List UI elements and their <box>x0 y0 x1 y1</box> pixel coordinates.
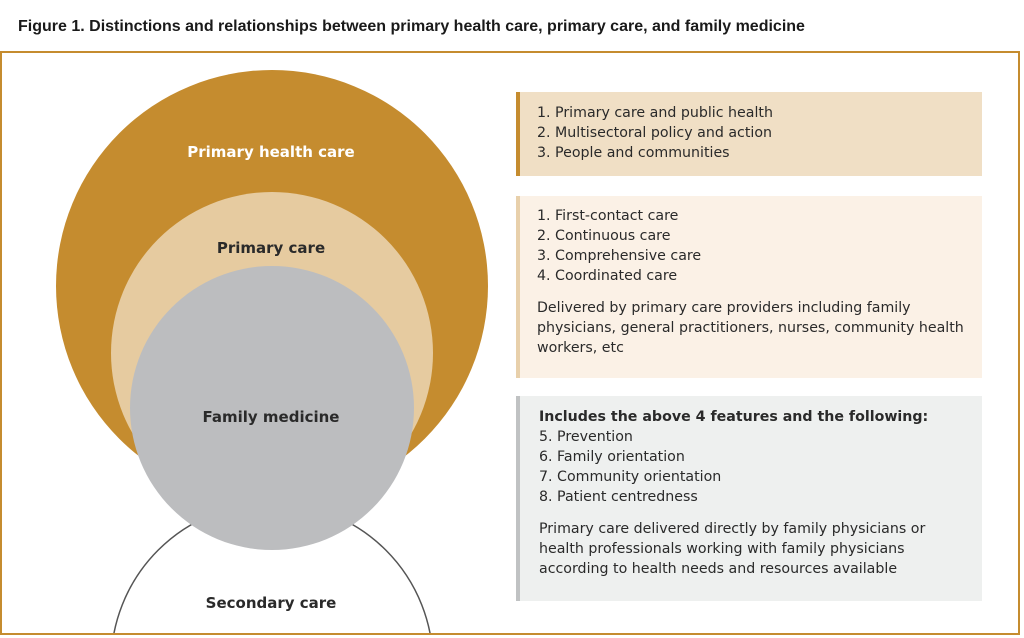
list-item: 2. Multisectoral policy and action <box>537 125 773 141</box>
list-item: 1. Primary care and public health <box>537 105 773 121</box>
figure-label: Figure 1. <box>18 18 85 35</box>
list-item: 4. Coordinated care <box>537 268 678 284</box>
family-medicine-list <box>539 427 970 507</box>
family-medicine-label: Family medicine <box>202 408 340 426</box>
family-medicine-box <box>516 396 982 601</box>
family-medicine-heading: Includes the above 4 features and the following: <box>539 409 929 425</box>
list-item: 7. Community orientation <box>539 469 722 485</box>
list-item: 1. First-contact care <box>537 208 679 224</box>
primary-health-care-label: Primary health care <box>187 143 355 161</box>
figure-title <box>18 18 805 36</box>
figure-caption: Distinctions and relationships between primary health care, primary care, and family medicine <box>89 18 805 35</box>
primary-care-list <box>537 206 970 286</box>
list-item: 5. Prevention <box>539 429 633 445</box>
list-item: 6. Family orientation <box>539 449 685 465</box>
primary-care-label: Primary care <box>216 239 326 257</box>
figure-frame <box>0 51 1020 635</box>
primary-care-box <box>516 196 982 378</box>
list-item: 2. Continuous care <box>537 228 671 244</box>
list-item: 3. People and communities <box>537 145 730 161</box>
primary-health-care-box <box>516 92 982 176</box>
secondary-care-label: Secondary care <box>205 594 337 612</box>
primary-care-note: Delivered by primary care providers including family physicians, general practitioners, nurses, community health workers, etc <box>537 300 964 356</box>
list-item: 3. Comprehensive care <box>537 248 702 264</box>
family-medicine-note: Primary care delivered directly by family physicians or health professionals working with family physicians according to health needs and resources available <box>539 521 926 577</box>
list-item: 8. Patient centredness <box>539 489 698 505</box>
primary-health-care-list <box>537 103 982 163</box>
